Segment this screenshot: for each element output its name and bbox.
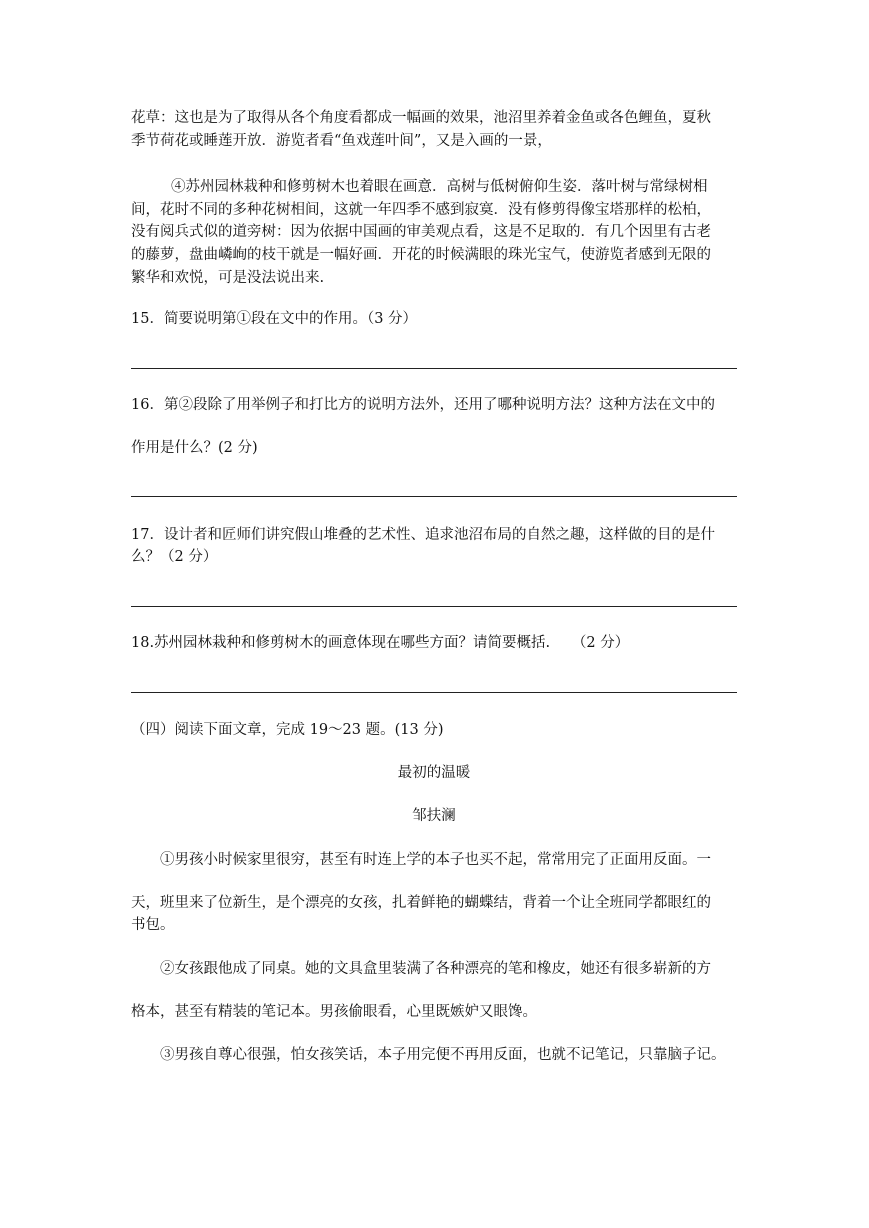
- question-17: 17．设计者和匠师们讲究假山堆叠的艺术性、追求池沼布局的自然之趣，这样做的目的是什: [131, 527, 715, 543]
- text-line: 天，班里来了位新生，是个漂亮的女孩，扎着鲜艳的蝴蝶结，背着一个让全班同学都眼红的: [131, 895, 711, 911]
- answer-line-18[interactable]: [131, 692, 737, 693]
- text-line: ①男孩小时候家里很穷，甚至有时连上学的本子也买不起，常常用完了正面用反面。一: [160, 852, 711, 868]
- section-heading: （四）阅读下面文章，完成 19～23 题。(13 分): [131, 722, 444, 738]
- answer-line-15[interactable]: [131, 368, 737, 369]
- question-16-cont: 作用是什么？(2 分): [131, 440, 258, 456]
- text-line: 繁华和欢悦，可是没法说出来.: [131, 270, 325, 286]
- text-line: 书包。: [131, 917, 175, 933]
- question-16: 16．第②段除了用举例子和打比方的说明方法外，还用了哪种说明方法？这种方法在文中的: [131, 397, 715, 413]
- text-line: 没有阅兵式似的道旁树：因为依据中国画的审美观点看，这是不足取的．有几个因里有古老: [131, 224, 711, 240]
- question-17-cont: 么？（2 分）: [131, 549, 218, 565]
- text-line: ④苏州园林栽种和修剪树木也着眼在画意．高树与低树俯仰生姿．落叶树与常绿树相: [171, 179, 708, 195]
- article-author: 邹扶澜: [412, 808, 456, 824]
- text-line: 季节荷花或睡莲开放．游览者看“鱼戏莲叶间”，又是入画的一景，: [131, 133, 552, 149]
- question-18: 18.苏州园林栽种和修剪树木的画意体现在哪些方面？请简要概括. （2 分）: [131, 635, 630, 651]
- answer-line-17[interactable]: [131, 606, 737, 607]
- text-line: ②女孩跟他成了同桌。她的文具盒里装满了各种漂亮的笔和橡皮，她还有很多崭新的方: [160, 961, 711, 977]
- text-line: 花草：这也是为了取得从各个角度看都成一幅画的效果，池沼里养着金鱼或各色鲤鱼，夏秋: [131, 110, 711, 126]
- question-15: 15．简要说明第①段在文中的作用。（3 分）: [131, 311, 418, 327]
- article-title: 最初的温暖: [397, 765, 471, 781]
- text-line: 间，花时不同的多种花树相间，这就一年四季不感到寂寞．没有修剪得像宝塔那样的松柏，: [131, 202, 711, 218]
- text-line: 的藤萝，盘曲嶙峋的枝干就是一幅好画．开花的时候满眼的珠光宝气，使游览者感到无限的: [131, 247, 711, 263]
- text-line: ③男孩自尊心很强，怕女孩笑话，本子用完便不再用反面，也就不记笔记，只靠脑子记。: [160, 1047, 726, 1063]
- text-line: 格本，甚至有精装的笔记本。男孩偷眼看，心里既嫉妒又眼馋。: [131, 1004, 537, 1020]
- answer-line-16[interactable]: [131, 496, 737, 497]
